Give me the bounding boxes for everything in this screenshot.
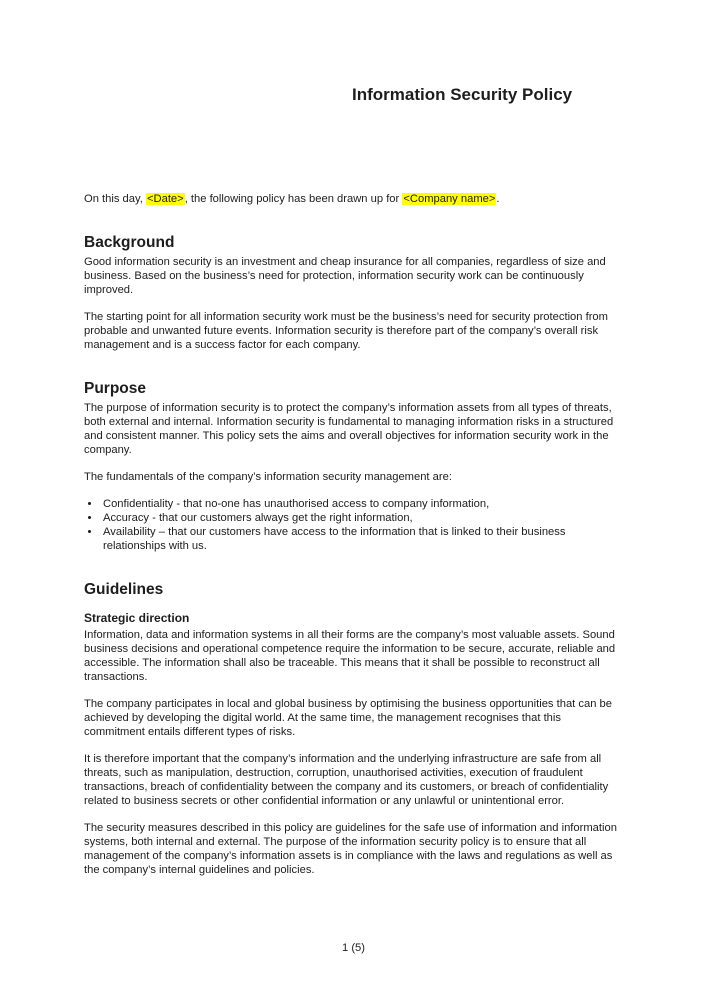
document-title: Information Security Policy bbox=[352, 85, 573, 104]
footer-page-number: 1 (5) bbox=[341, 942, 365, 954]
date-placeholder: <Date> bbox=[146, 193, 184, 205]
bullet-item-confidentiality: • Confidentiality - that no-one has unauthorised access to company information, bbox=[101, 497, 623, 511]
paragraph: The starting point for all information security work must be the business’s need for security protection from probable and unwanted future events. Information security is therefore part of the company’s overall risk management and is a success factor for each company. bbox=[84, 311, 608, 351]
section-heading-background: Background bbox=[84, 234, 175, 251]
paragraph: It is therefore important that the company’s information and the underlying infrastructure are safe from all threats, such as manipulation, destruction, corruption, unauthorised activities, execution of fraudulent transactions, breach of confidentiality between the company and its customers, or breach of confidentiality related to business secrets or other confidential information or any unlawful or unintentional error. bbox=[84, 753, 609, 807]
intro-middle: , the following policy has been drawn up for bbox=[184, 193, 403, 205]
intro-prefix: On this day, bbox=[84, 193, 146, 205]
section-guidelines bbox=[84, 581, 623, 877]
paragraph: Good information security is an investment and cheap insurance for all companies, regardless of size and business. Based on the business’s need for protection, information security work can be continuously improved. bbox=[84, 256, 606, 296]
paragraph: The company participates in local and global business by optimising the business opportunities that can be achieved by developing the digital world. At the same time, the management recognises that this commitment entails different types of risks. bbox=[84, 698, 612, 738]
company-name-placeholder: <Company name> bbox=[403, 193, 496, 205]
section-purpose bbox=[84, 380, 623, 553]
section-background bbox=[84, 234, 623, 352]
paragraph: Information, data and information systems in all their forms are the company’s most valuable assets. Sound business decisions and operational competence require the information to be secure, accurate, reliable and accessible. The information shall also be traceable. This means that it shall be possible to reconstruct all transactions. bbox=[84, 629, 616, 683]
intro-line bbox=[84, 192, 623, 206]
section-heading-guidelines: Guidelines bbox=[84, 581, 164, 598]
intro-suffix: . bbox=[496, 193, 500, 205]
paragraph: The purpose of information security is to protect the company’s information assets from all types of threats, both external and internal. Information security is fundamental to managing information risks in a structured and consistent manner. This policy sets the aims and overall objectives for information security work in the company. bbox=[84, 402, 614, 456]
bullet-list bbox=[84, 497, 623, 553]
bullet-item-availability: • Availability – that our customers have access to the information that is linked to their business relationships with us. bbox=[101, 525, 623, 553]
paragraph: The fundamentals of the company’s information security management are: bbox=[84, 471, 452, 483]
section-heading-purpose: Purpose bbox=[84, 380, 147, 397]
paragraph: The security measures described in this policy are guidelines for the safe use of information and information systems, both internal and external. The purpose of the information security policy is to ensure that all management of the company’s information assets is in compliance with the laws and regulations as well as the company’s internal guidelines and policies. bbox=[84, 822, 617, 876]
subheading-strategic-direction: Strategic direction bbox=[84, 611, 190, 625]
bullet-item-accuracy: • Accuracy - that our customers always get the right information, bbox=[101, 511, 623, 525]
